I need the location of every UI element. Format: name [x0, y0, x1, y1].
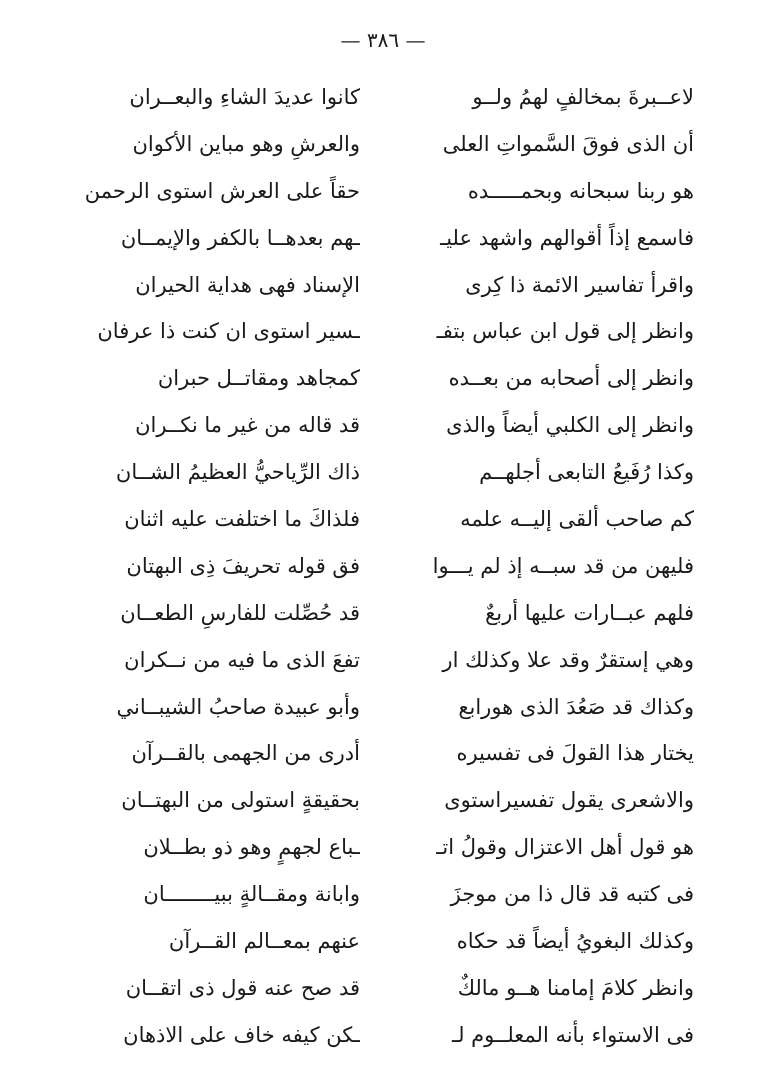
- verse: [40, 262, 694, 309]
- verse-second-hemistich: وابانة ومقــالةٍ ببيــــــــان: [143, 882, 360, 907]
- verse-second-hemistich: بحقيقةٍ استولى من البهتــان: [121, 788, 360, 813]
- verse: [40, 74, 694, 121]
- verse-first-hemistich: كم صاحب ألقى إليــه علمه: [460, 507, 694, 532]
- verse-second-hemistich: فق قوله تحريفَ ذِى البهتان: [126, 553, 360, 578]
- verse: [40, 918, 694, 965]
- verse-first-hemistich: هو ربنا سبحانه وبحمـــــده: [467, 178, 694, 203]
- verse: [40, 121, 694, 168]
- verse: [40, 777, 694, 824]
- verse-second-hemistich: ذاك الرِّياحيُّ العظيمُ الشــان: [115, 460, 360, 485]
- verse: [40, 496, 694, 543]
- verse: [40, 965, 694, 1012]
- verse-first-hemistich: وانظر إلى الكلبي أيضاً والذى: [446, 413, 694, 438]
- verse-second-hemistich: ـهم بعدهــا بالكفر والإيمــان: [120, 225, 360, 250]
- verse: [40, 402, 694, 449]
- verse-second-hemistich: وأبو عبيدة صاحبُ الشيبــاني: [116, 694, 360, 719]
- verse-first-hemistich: أن الذى فوقَ السَّمواتِ العلى: [442, 131, 694, 156]
- verse-first-hemistich: وكذا رُفَيعُ التابعى أجلهــم: [479, 460, 694, 485]
- verse-first-hemistich: فى الاستواء بأنه المعلــوم لـ: [451, 1022, 694, 1047]
- verse-first-hemistich: وانظر إلى قول ابن عباس بتفـ: [436, 319, 694, 344]
- verse: [40, 871, 694, 918]
- verse-first-hemistich: والاشعرى يقول تفسيراستوى: [444, 788, 694, 813]
- verse-second-hemistich: الإسناد فهى هداية الحيران: [135, 272, 360, 297]
- verse-first-hemistich: وانظر كلامَ إمامنا هــو مالكٌ: [457, 975, 694, 1000]
- verse-second-hemistich: تفعَ الذى ما فيه من نــكران: [124, 647, 360, 672]
- verse-first-hemistich: فى كتبه قد قال ذا من موجزَ: [450, 882, 694, 907]
- verse: [40, 355, 694, 402]
- verse: [40, 215, 694, 262]
- verse: [40, 590, 694, 637]
- verse: [40, 684, 694, 731]
- verse: [40, 308, 694, 355]
- verse-second-hemistich: أدرى من الجهمى بالقــرآن: [131, 741, 360, 766]
- verse-first-hemistich: وهي إستقرٌ وقد علا وكذلك ار: [442, 647, 694, 672]
- verse-second-hemistich: والعرشِ وهو مباين الأكوان: [132, 131, 360, 156]
- verse: [40, 730, 694, 777]
- verse-first-hemistich: هو قول أهل الاعتزال وقولُ اتـ: [436, 835, 694, 860]
- verse: [40, 543, 694, 590]
- verse-second-hemistich: ـسير استوى ان كنت ذا عرفان: [97, 319, 360, 344]
- verse-first-hemistich: فلهم عبــارات عليها أربعٌ: [485, 600, 694, 625]
- verse-second-hemistich: فلذاكَ ما اختلفت عليه اثنان: [124, 507, 360, 532]
- verse-second-hemistich: كانوا عديدَ الشاءِ والبعــران: [129, 85, 360, 109]
- verse-second-hemistich: قد حُصِّلت للفارسِ الطعــان: [120, 600, 360, 625]
- verse: [40, 1012, 694, 1059]
- verse: [40, 449, 694, 496]
- verse-second-hemistich: قد قاله من غير ما نكــران: [135, 413, 360, 438]
- verse: [40, 168, 694, 215]
- verse-first-hemistich: وكذاك قد صَعُدَ الذى هورابع: [458, 694, 694, 719]
- verse-first-hemistich: واقرأ تفاسير الائمة ذا كِرى: [465, 272, 694, 297]
- verse-second-hemistich: ـكن كيفه خاف على الاذهان: [123, 1022, 360, 1047]
- verse-second-hemistich: حقاً على العرش استوى الرحمن: [84, 178, 360, 203]
- verse-first-hemistich: وكذلك البغويُ أيضاً قد حكاه: [456, 929, 694, 954]
- verse-second-hemistich: ـباع لجهمٍ وهو ذو بطــلان: [143, 835, 360, 860]
- verse-second-hemistich: عنهم بمعــالم القــرآن: [168, 929, 360, 954]
- verse-first-hemistich: لاعــبرةَ بمخالفٍ لهمُ ولــو: [472, 85, 694, 109]
- verse-first-hemistich: فاسمع إذاً أقوالهم واشهد عليـ: [440, 225, 694, 250]
- verse-first-hemistich: وانظر إلى أصحابه من بعــده: [448, 366, 694, 391]
- verse-second-hemistich: كمجاهد ومقاتــل حبران: [157, 366, 360, 391]
- verse-second-hemistich: قد صح عنه قول ذى اتقــان: [125, 975, 360, 1000]
- verse: [40, 824, 694, 871]
- page-number: — ٣٨٦ —: [340, 28, 426, 52]
- verse: [40, 637, 694, 684]
- poem: [40, 74, 694, 1059]
- verse-first-hemistich: فليهن من قد سبــه إذ لم يـــوا: [432, 553, 694, 578]
- verse-first-hemistich: يختار هذا القولَ فى تفسيره: [456, 741, 694, 766]
